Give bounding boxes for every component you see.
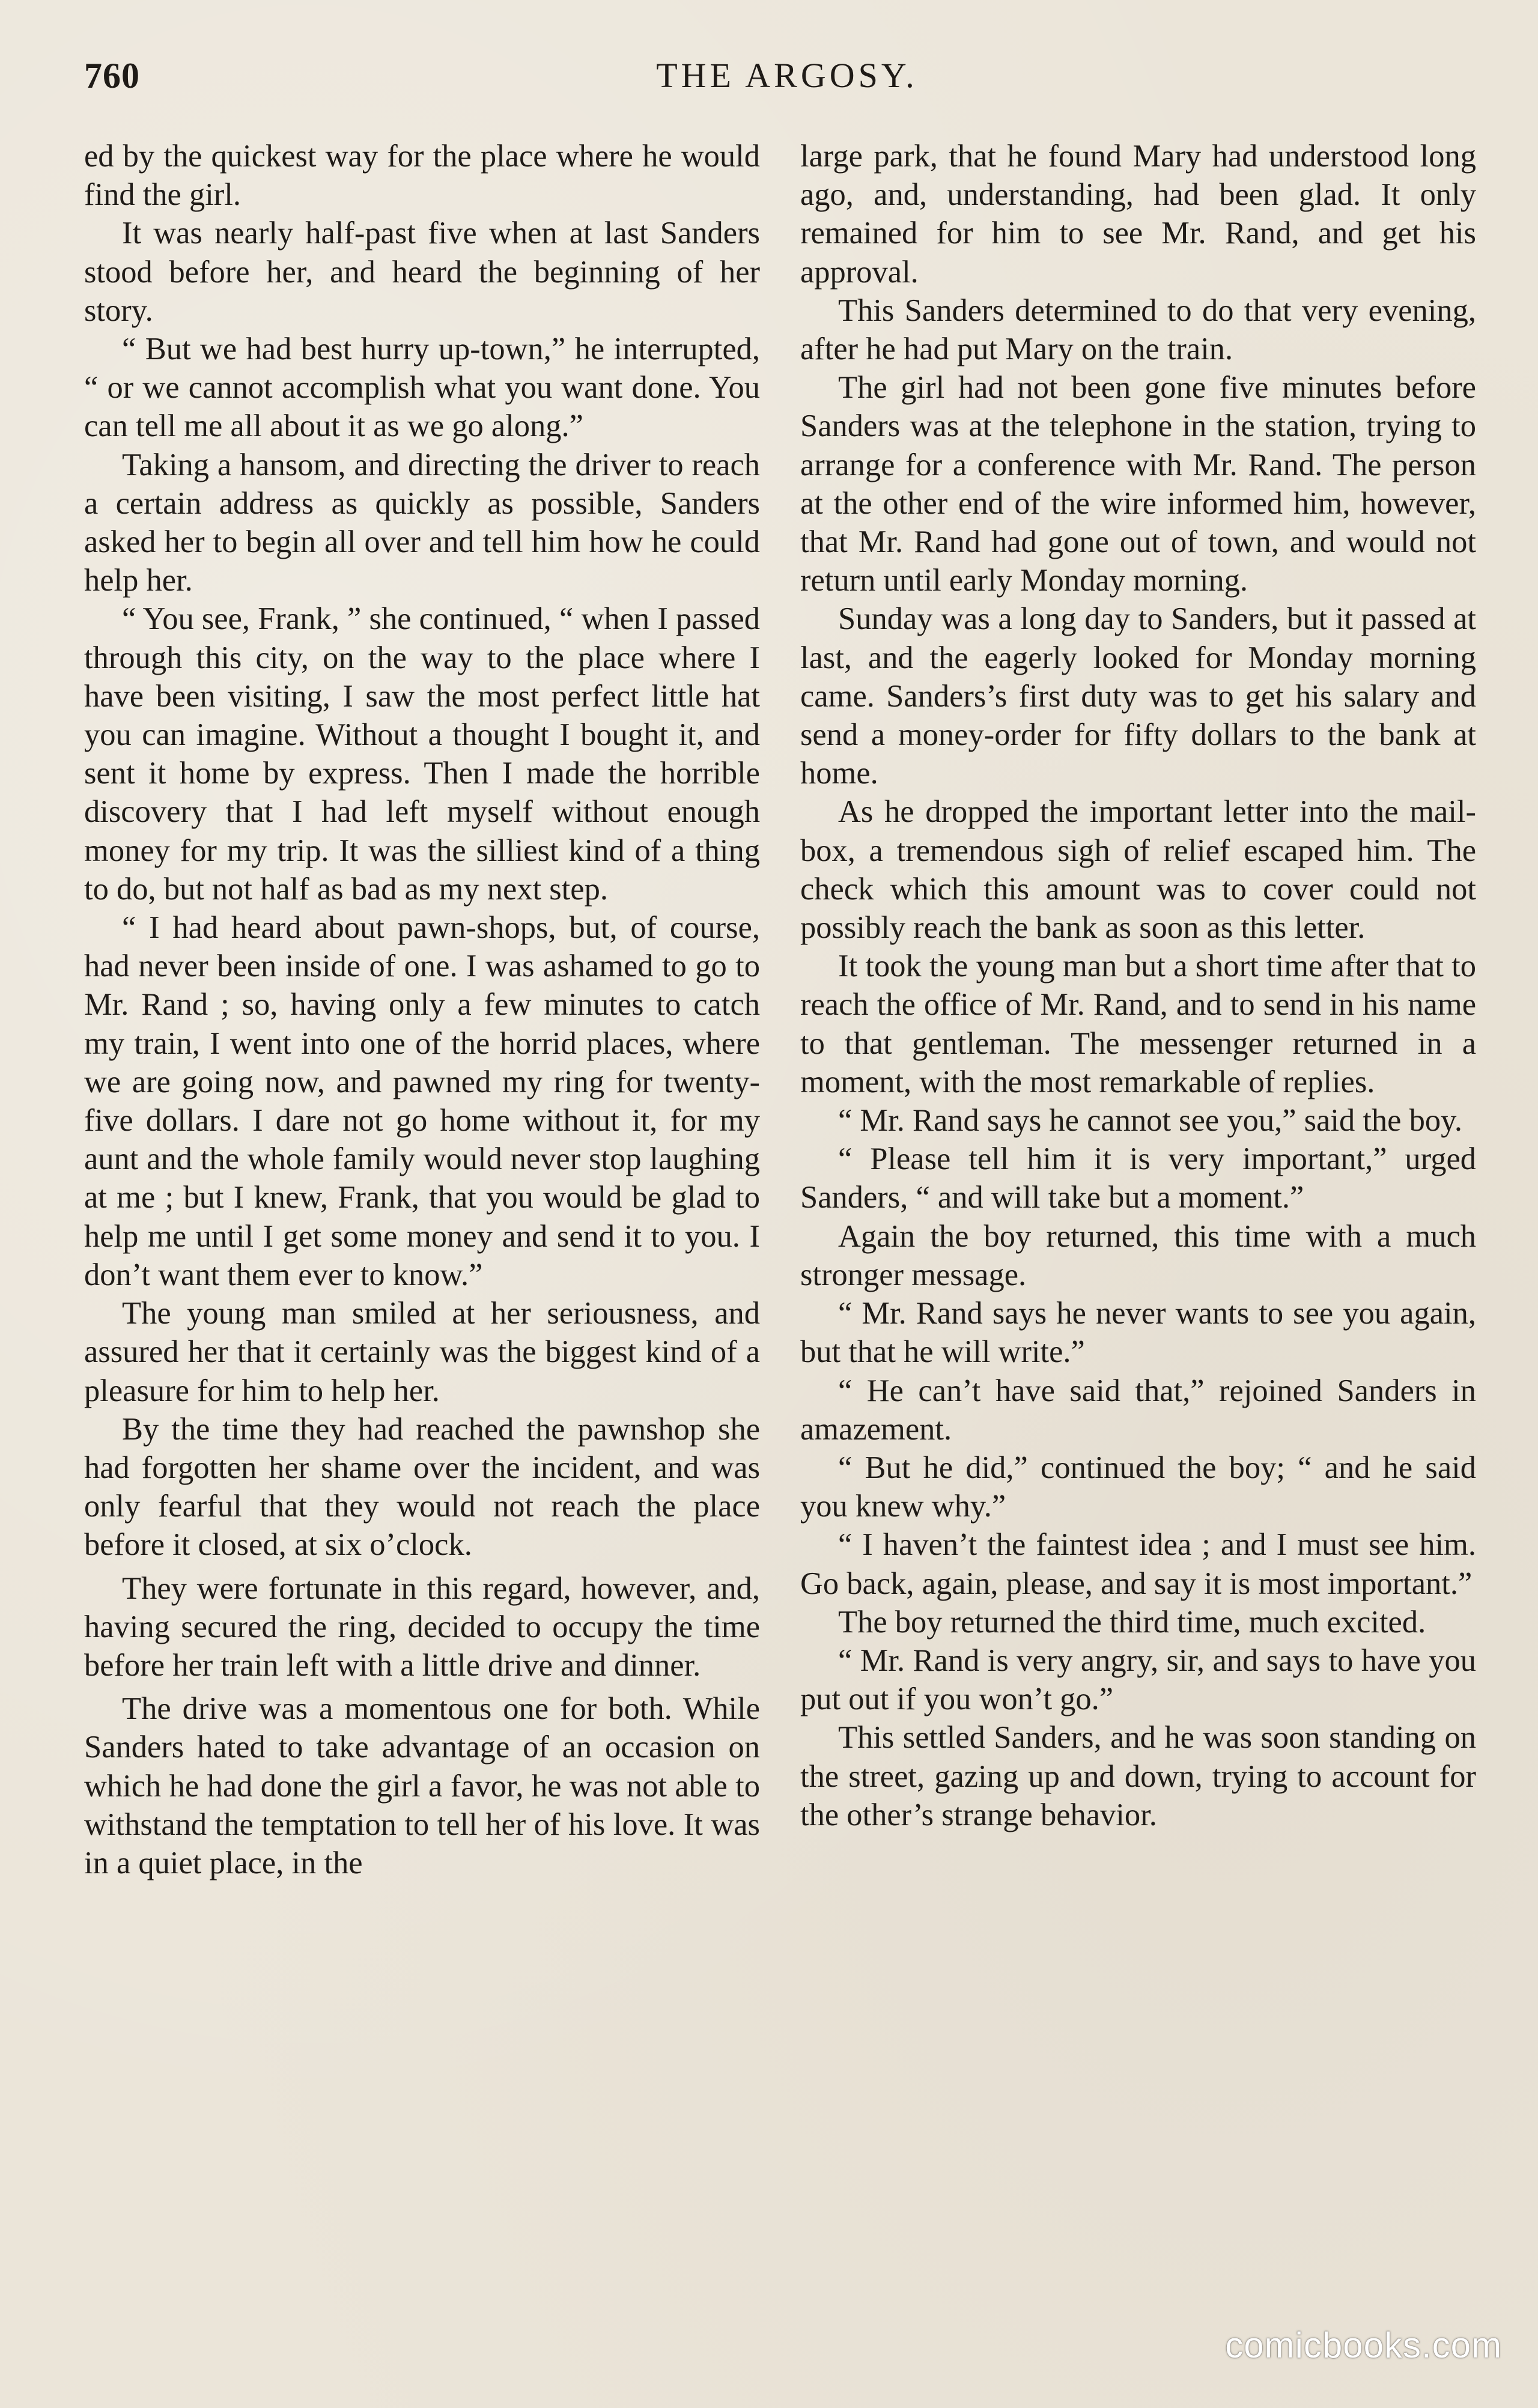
paragraph: “ Mr. Rand is very angry, sir, and says to have you put out if you won’t go.”	[800, 1643, 1476, 1717]
paragraph: Again the boy returned, this time with a much stronger message.	[800, 1218, 1476, 1292]
paragraph: The girl had not been gone five minutes before Sanders was at the telephone in the station, trying to arrange for a conference with Mr. Rand. The person at the other end of the wire informed him, however, that Mr. Rand had gone out of town, and would not return until early Monday morning.	[800, 370, 1476, 598]
paragraph: “ But he did,” continued the boy; “ and he said you knew why.”	[800, 1450, 1476, 1524]
watermark: comicbooks.com	[1225, 2325, 1502, 2365]
paragraph: “ Mr. Rand says he never wants to see you again, but that he will write.”	[800, 1296, 1476, 1370]
right-column	[800, 137, 1476, 2336]
paragraph: Sunday was a long day to Sanders, but it passed at last, and the eagerly looked for Monday morning came. Sanders’s first duty was to get his salary and send a money-order for fifty dollars to the bank at home.	[800, 601, 1476, 791]
paragraph: The boy returned the third time, much excited.	[838, 1604, 1426, 1640]
paragraph: “ I haven’t the faintest idea ; and I must see him. Go back, again, please, and say it is most important.”	[800, 1527, 1476, 1601]
paragraph: The young man smiled at her seriousness, and assured her that it certainly was the biggest kind of a pleasure for him to help her.	[84, 1296, 760, 1408]
paragraph: large park, that he found Mary had understood long ago, and, understanding, had been glad. It only remained for him to see Mr. Rand, and get his approval.	[800, 139, 1476, 290]
paragraph: “ But we had best hurry up-town,” he interrupted, “ or we cannot accomplish what you want done. You can tell me all about it as we go along.”	[84, 332, 760, 444]
paragraph: As he dropped the important letter into the mail-box, a tremendous sigh of relief escaped him. The check which this amount was to cover could not possibly reach the bank as soon as this letter.	[800, 794, 1476, 946]
paragraph: “ He can’t have said that,” rejoined Sanders in amazement.	[800, 1373, 1476, 1447]
left-column	[84, 137, 760, 2336]
page-header	[84, 55, 1466, 103]
paragraph: “ You see, Frank, ” she continued, “ when I passed through this city, on the way to the place where I have been visiting, I saw the most perfect little hat you can imagine. Without a thought I bought it, and sent it home by express. Then I made the horrible discovery that I had left myself without enough money for my trip. It was the silliest kind of a thing to do, but not half as bad as my next step.	[84, 601, 760, 907]
paragraph: “ I had heard about pawn-shops, but, of course, had never been inside of one. I was ashamed to go to Mr. Rand ; so, having only a few minutes to catch my train, I went into one of the horrid places, where we are going now, and pawned my ring for twenty-five dollars. I dare not go home without it, for my aunt and the whole family would never stop laughing at me ; but I knew, Frank, that you would be glad to help me until I get some money and send it to you. I don’t want them ever to know.”	[84, 910, 760, 1292]
paragraph: They were fortunate in this regard, however, and, having secured the ring, decided to occupy the time before her train left with a little drive and dinner.	[84, 1570, 760, 1683]
paragraph: By the time they had reached the pawnshop she had forgotten her shame over the incident, and was only fearful that they would not reach the place before it closed, at six o’clock.	[84, 1411, 760, 1563]
paragraph: “ Mr. Rand says he cannot see you,” said the boy.	[838, 1103, 1463, 1139]
running-head: THE ARGOSY.	[656, 56, 918, 95]
paragraph: It was nearly half-past five when at last Sanders stood before her, and heard the beginning of her story.	[84, 216, 760, 328]
paragraph: This Sanders determined to do that very evening, after he had put Mary on the train.	[800, 293, 1476, 367]
paragraph: Taking a hansom, and directing the driver to reach a certain address as quickly as possible, Sanders asked her to begin all over and tell him how he could help her.	[84, 447, 760, 598]
page-number: 760	[84, 56, 140, 96]
paragraph: It took the young man but a short time after that to reach the office of Mr. Rand, and to send in his name to that gentleman. The messenger returned in a moment, with the most remarkable of replies.	[800, 949, 1476, 1099]
paragraph: This settled Sanders, and he was soon standing on the street, gazing up and down, trying to account for the other’s strange behavior.	[800, 1720, 1476, 1832]
paragraph: The drive was a momentous one for both. While Sanders hated to take advantage of an occasion on which he had done the girl a favor, he was not able to withstand the temptation to tell her of his love. It was in a quiet place, in the	[84, 1691, 760, 1880]
paragraph: ed by the quickest way for the place where he would find the girl.	[84, 139, 760, 213]
paragraph: “ Please tell him it is very important,” urged Sanders, “ and will take but a moment.”	[800, 1142, 1476, 1215]
